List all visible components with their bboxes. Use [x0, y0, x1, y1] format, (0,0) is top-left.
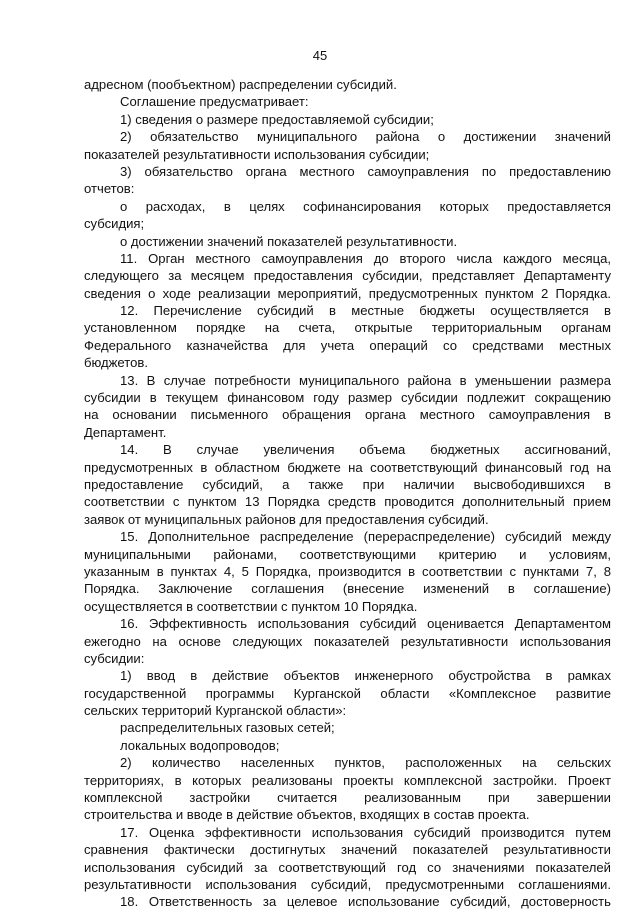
text-line: о достижении значений показателей результативности. [120, 233, 458, 249]
text-line: на основании письменного обращения органа местного самоуправления в [84, 407, 611, 423]
text-line: 15. Дополнительное распределение (перераспределение) субсидий между [120, 529, 611, 545]
text-line: о расходах, в целях софинансирования которых предоставляется [120, 198, 611, 214]
text-line: 11. Орган местного самоуправления до второго числа каждого месяца, [120, 250, 611, 266]
text-line: сведения о ходе реализации мероприятий, предусмотренных пунктом 2 Порядка. [84, 285, 611, 301]
text-line: 1) ввод в действие объектов инженерного обустройства в рамках [120, 668, 611, 684]
text-line: Соглашение предусматривает: [120, 94, 309, 110]
text-line: 1) сведения о размере предоставляемой субсидии; [120, 111, 434, 127]
text-line: использования субсидий за соответствующий год со значениями показателей [84, 859, 611, 875]
text-line: государственной программы Курганской области «Комплексное развитие [84, 685, 611, 701]
text-line: указанным в пунктах 4, 5 Порядка, производится в соответствии с пунктами 7, 8 [84, 563, 611, 579]
text-line: отчетов: [84, 181, 135, 197]
text-line: соответствии с пунктом 13 Порядка средств проводится дополнительный прием [84, 494, 611, 510]
text-line: установленном порядке на счета, открытые территориальным органам [84, 320, 611, 336]
text-line: показателей результативности использования субсидии; [84, 146, 430, 162]
text-line: сравнения фактически достигнутых значений показателей результативности [84, 842, 611, 858]
page-number: 45 [312, 48, 328, 63]
text-line: ежегодно на основе следующих показателей результативности использования [84, 633, 611, 649]
text-line: муниципальными районами, соответствующими критерию и условиям, [84, 546, 611, 562]
text-line: 13. В случае потребности муниципального района в уменьшении размера [120, 372, 611, 388]
text-line: предоставление субсидий, а также при наличии высвободившихся в [84, 476, 611, 492]
text-line: строительства и вводе в действие объектов, входящих в состав проекта. [84, 807, 530, 823]
text-line: 12. Перечисление субсидий в местные бюджеты осуществляется в [120, 303, 611, 319]
text-line: сельских территорий Курганской области»: [84, 703, 347, 719]
text-line: 14. В случае увеличения объема бюджетных ассигнований, [120, 442, 611, 458]
text-line: результативности использования субсидий, предусмотренными соглашениями. [84, 876, 611, 892]
text-line: предусмотренных в областном бюджете на соответствующий финансовый год на [84, 459, 611, 475]
text-line: локальных водопроводов; [120, 737, 280, 753]
text-line: адресном (пообъектном) распределении субсидий. [84, 77, 397, 92]
text-line: 2) обязательство муниципального района о достижении значений [120, 129, 611, 145]
text-line: Порядка. Заключение соглашения (внесение изменений в соглашение) [84, 581, 611, 597]
document-body [84, 76, 611, 911]
text-line: бюджетов. [84, 355, 149, 371]
text-line: субсидия; [84, 216, 145, 232]
text-line: 2) количество населенных пунктов, расположенных на сельских [120, 755, 611, 771]
text-line: территориях, в которых реализованы проекты комплексной застройки. Проект [84, 772, 611, 788]
text-line: Федерального казначейства для учета операций со средствами местных [84, 337, 611, 353]
text-line: субсидии в текущем финансовом году размер субсидии подлежит сокращению [84, 390, 611, 406]
text-line: 3) обязательство органа местного самоуправления по предоставлению [120, 163, 611, 179]
text-line: субсидии: [84, 650, 145, 666]
text-line: распределительных газовых сетей; [120, 720, 335, 736]
text-line: 18. Ответственность за целевое использование субсидий, достоверность [120, 894, 611, 910]
text-line: 17. Оценка эффективности использования субсидий производится путем [120, 824, 611, 840]
text-line: Департамент. [84, 424, 167, 440]
text-line: заявок от муниципальных районов для предоставления субсидий. [84, 511, 489, 527]
text-line: комплексной застройки считается реализованным при завершении [84, 790, 611, 806]
text-line: следующего за месяцем предоставления субсидии, представляет Департаменту [84, 268, 611, 284]
text-line: 16. Эффективность использования субсидий оценивается Департаментом [120, 616, 611, 632]
text-line: осуществляется в соответствии с пунктом 10 Порядка. [84, 598, 418, 614]
